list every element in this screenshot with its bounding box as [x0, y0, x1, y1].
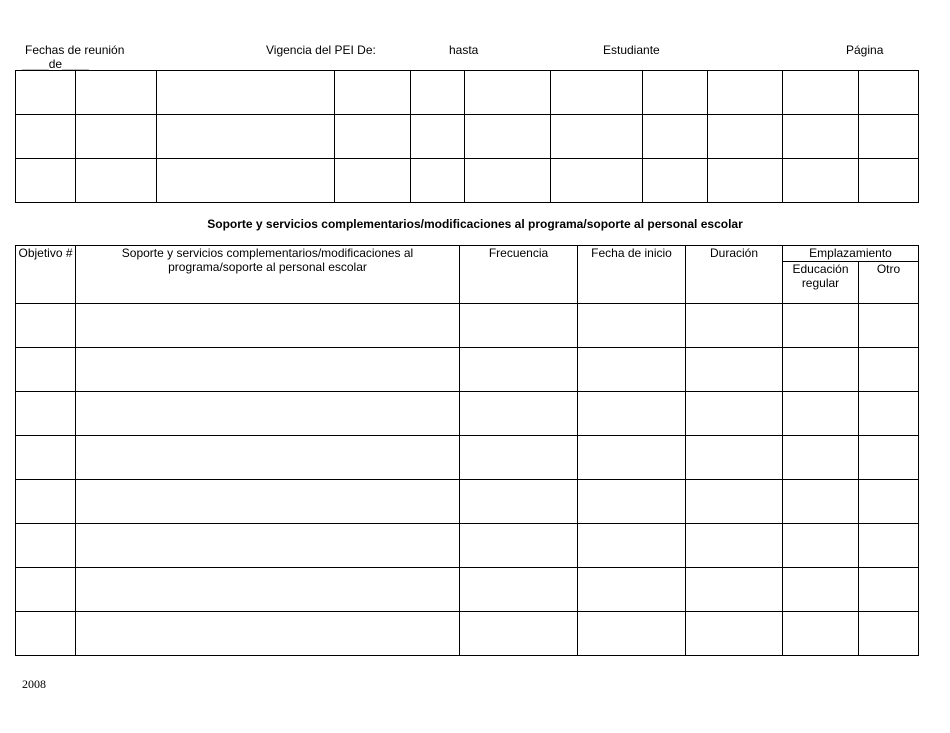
table-cell[interactable]: [76, 304, 460, 348]
page-label: Página: [846, 43, 884, 57]
header-grid-cell[interactable]: [859, 71, 919, 115]
table-row: [16, 612, 919, 656]
student-label: Estudiante: [603, 43, 660, 57]
table-cell[interactable]: [76, 392, 460, 436]
header-entry-grid: [15, 70, 919, 203]
other-header: Otro: [859, 262, 919, 304]
table-cell[interactable]: [16, 392, 76, 436]
header-grid-cell[interactable]: [157, 71, 335, 115]
header-grid-cell[interactable]: [411, 159, 465, 203]
header-grid-cell[interactable]: [859, 115, 919, 159]
support-services-header: Soporte y servicios complementarios/modificaciones al programa/soporte al personal escolar: [76, 246, 460, 304]
table-cell[interactable]: [686, 524, 783, 568]
header-grid-cell[interactable]: [335, 115, 411, 159]
regular-education-header: Educación regular: [783, 262, 859, 304]
table-cell[interactable]: [460, 612, 578, 656]
table-cell[interactable]: [460, 524, 578, 568]
table-cell[interactable]: [859, 304, 919, 348]
header-grid-cell[interactable]: [157, 159, 335, 203]
header-grid-cell[interactable]: [643, 71, 708, 115]
table-cell[interactable]: [783, 304, 859, 348]
table-cell[interactable]: [460, 348, 578, 392]
table-cell[interactable]: [783, 348, 859, 392]
table-cell[interactable]: [16, 348, 76, 392]
table-cell[interactable]: [16, 524, 76, 568]
table-cell[interactable]: [16, 304, 76, 348]
table-cell[interactable]: [783, 568, 859, 612]
table-cell[interactable]: [859, 392, 919, 436]
services-table: [15, 245, 919, 656]
table-cell[interactable]: [783, 392, 859, 436]
meeting-dates-label: Fechas de reunión: [25, 43, 125, 57]
header-grid-row: [16, 71, 919, 115]
table-row: [16, 436, 919, 480]
table-cell[interactable]: [859, 568, 919, 612]
table-cell[interactable]: [686, 612, 783, 656]
table-cell[interactable]: [686, 568, 783, 612]
header-grid-cell[interactable]: [157, 115, 335, 159]
table-cell[interactable]: [783, 612, 859, 656]
table-cell[interactable]: [578, 524, 686, 568]
header-grid-cell[interactable]: [551, 71, 643, 115]
table-cell[interactable]: [859, 524, 919, 568]
table-cell[interactable]: [460, 304, 578, 348]
table-cell[interactable]: [859, 612, 919, 656]
table-row: [16, 392, 919, 436]
table-cell[interactable]: [76, 524, 460, 568]
table-cell[interactable]: [16, 568, 76, 612]
header-grid-cell[interactable]: [551, 115, 643, 159]
table-cell[interactable]: [686, 348, 783, 392]
duration-header: Duración: [686, 246, 783, 304]
header-grid-cell[interactable]: [465, 71, 551, 115]
header-grid-cell[interactable]: [76, 71, 157, 115]
table-cell[interactable]: [76, 568, 460, 612]
table-cell[interactable]: [859, 480, 919, 524]
header-grid-cell[interactable]: [859, 159, 919, 203]
until-label: hasta: [449, 43, 479, 57]
header-grid-cell[interactable]: [783, 115, 859, 159]
table-cell[interactable]: [686, 480, 783, 524]
table-cell[interactable]: [686, 304, 783, 348]
objective-number-header: Objetivo #: [16, 246, 76, 304]
frequency-header: Frecuencia: [460, 246, 578, 304]
table-cell[interactable]: [578, 348, 686, 392]
header-grid-cell[interactable]: [643, 159, 708, 203]
table-cell[interactable]: [578, 568, 686, 612]
table-row: [16, 480, 919, 524]
table-cell[interactable]: [460, 480, 578, 524]
header-grid-cell[interactable]: [76, 159, 157, 203]
header-grid-cell[interactable]: [411, 71, 465, 115]
table-cell[interactable]: [578, 480, 686, 524]
table-cell[interactable]: [76, 348, 460, 392]
table-cell[interactable]: [16, 612, 76, 656]
start-date-header: Fecha de inicio: [578, 246, 686, 304]
table-row: [16, 568, 919, 612]
header-grid-cell[interactable]: [465, 159, 551, 203]
header-grid-cell[interactable]: [465, 115, 551, 159]
table-cell[interactable]: [76, 612, 460, 656]
table-cell[interactable]: [16, 480, 76, 524]
table-cell[interactable]: [578, 436, 686, 480]
header-grid-cell[interactable]: [783, 159, 859, 203]
header-grid-cell[interactable]: [708, 71, 783, 115]
header-grid-cell[interactable]: [708, 115, 783, 159]
placement-header: Emplazamiento: [783, 246, 919, 262]
table-row: [16, 304, 919, 348]
header-grid-cell[interactable]: [783, 71, 859, 115]
header-grid-row: [16, 115, 919, 159]
table-cell[interactable]: [859, 436, 919, 480]
table-cell[interactable]: [783, 436, 859, 480]
table-cell[interactable]: [859, 348, 919, 392]
table-cell[interactable]: [76, 480, 460, 524]
header-grid-cell[interactable]: [16, 71, 76, 115]
table-cell[interactable]: [783, 480, 859, 524]
table-cell[interactable]: [16, 436, 76, 480]
table-cell[interactable]: [578, 304, 686, 348]
table-cell[interactable]: [460, 436, 578, 480]
table-cell[interactable]: [783, 524, 859, 568]
header-grid-cell[interactable]: [551, 159, 643, 203]
table-cell[interactable]: [578, 392, 686, 436]
header-grid-cell[interactable]: [708, 159, 783, 203]
table-row: [16, 348, 919, 392]
table-cell[interactable]: [578, 612, 686, 656]
table-cell[interactable]: [686, 392, 783, 436]
header-grid-cell[interactable]: [76, 115, 157, 159]
header-grid-row: [16, 159, 919, 203]
table-cell[interactable]: [76, 436, 460, 480]
header-grid-cell[interactable]: [335, 71, 411, 115]
iep-validity-label: Vigencia del PEI De:: [266, 43, 376, 57]
section-title: Soporte y servicios complementarios/modificaciones al programa/soporte al personal escolar: [207, 217, 743, 231]
footer-year: 2008: [22, 677, 46, 691]
header-grid-cell[interactable]: [16, 115, 76, 159]
page-of-blank: ____de____: [22, 57, 89, 71]
table-cell[interactable]: [460, 568, 578, 612]
table-cell[interactable]: [686, 436, 783, 480]
table-row: [16, 524, 919, 568]
header-grid-cell[interactable]: [16, 159, 76, 203]
header-grid-cell[interactable]: [335, 159, 411, 203]
header-grid-cell[interactable]: [643, 115, 708, 159]
table-cell[interactable]: [460, 392, 578, 436]
header-grid-cell[interactable]: [411, 115, 465, 159]
